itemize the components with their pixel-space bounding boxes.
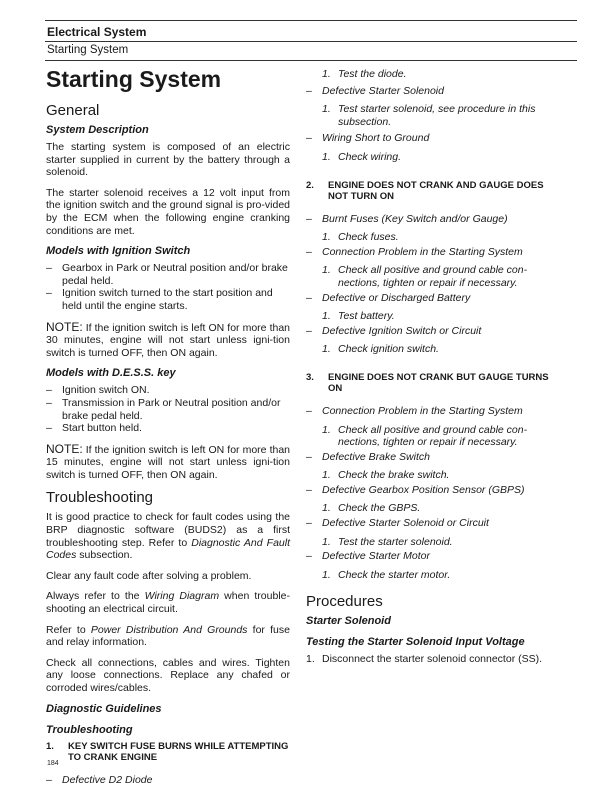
- case-number: 3.: [306, 371, 314, 383]
- note-text: If the ignition switch is left ON for more than 15 minutes, engine will not start unless igni-tion switch is turned OFF, then ON again.: [46, 443, 290, 481]
- starter-solenoid-heading: Starter Solenoid: [306, 615, 391, 628]
- testing-input-voltage-heading: Testing the Starter Solenoid Input Voltage: [306, 636, 525, 649]
- troubleshooting-paragraph-2: Clear any fault code after solving a problem.: [46, 569, 252, 582]
- check-step: [306, 569, 550, 582]
- note-text: If the ignition switch is left ON for more than 30 minutes, engine will not start unless igni-tion switch is turned OFF, then ON again.: [46, 321, 290, 359]
- procedures-heading: Procedures: [306, 593, 383, 611]
- check-step: [306, 343, 550, 356]
- cause-item: – Defective D2 Diode: [46, 774, 290, 787]
- note-label: NOTE:: [46, 441, 83, 456]
- step-text: Check ignition switch.: [338, 343, 439, 356]
- troubleshooting-subheading: Troubleshooting: [46, 723, 133, 736]
- case-number: 2.: [306, 179, 314, 191]
- text-run: It is good practice to check for fault codes using the BRP diagnostic software (BUDS2) as a first troubleshooting step. Refer to: [46, 511, 290, 549]
- step-number: 1.: [322, 502, 331, 515]
- system-description-paragraph-1: The starting system is composed of an electric starter supplied in current by the battery through a solenoid.: [46, 141, 290, 179]
- left-column: [46, 66, 290, 792]
- text-run: when trouble-shooting an electrical circuit.: [46, 590, 290, 616]
- header-section-title: Electrical System: [47, 25, 147, 39]
- list-item: – Ignition switch turned to the start position and held until the engine starts.: [46, 287, 290, 312]
- check-step: [306, 310, 550, 323]
- step-number: 1.: [322, 103, 331, 116]
- step-number: 1.: [322, 535, 331, 548]
- step-text: Check all positive and ground cable con-nections, tighten or repair if necessary.: [338, 264, 528, 289]
- step-text: Check the brake switch.: [338, 469, 450, 482]
- list-item: – Ignition switch ON.: [46, 384, 290, 397]
- step-text: Test starter solenoid, see procedure in this subsection.: [338, 103, 536, 128]
- text-run: Always refer to the: [46, 590, 145, 603]
- step-text: Check the GBPS.: [338, 502, 421, 515]
- note-ignition-switch: [46, 321, 290, 360]
- troubleshooting-heading: Troubleshooting: [46, 489, 154, 507]
- diagnostic-guidelines-heading: Diagnostic Guidelines: [46, 702, 162, 715]
- text-run: Refer to: [46, 623, 91, 636]
- case-title: KEY SWITCH FUSE BURNS WHILE ATTEMPTING TO CRANK ENGINE: [68, 740, 289, 764]
- procedure-step: [306, 653, 550, 666]
- cause-item: – Defective Gearbox Position Sensor (GBPS): [306, 484, 550, 497]
- cause-item: – Defective Starter Solenoid: [306, 85, 550, 98]
- step-number: 1.: [322, 343, 331, 356]
- troubleshooting-paragraph-1: [46, 511, 290, 561]
- list-item: – Gearbox in Park or Neutral position and/or brake pedal held.: [46, 262, 290, 287]
- cause-item: – Defective Starter Solenoid or Circuit: [306, 517, 550, 530]
- dess-key-heading: Models with D.E.S.S. key: [46, 367, 176, 380]
- step-number: 1.: [322, 231, 331, 244]
- check-step: [306, 536, 550, 549]
- general-heading: General: [46, 102, 100, 119]
- step-number: 1.: [322, 568, 331, 581]
- step-number: 1.: [322, 423, 331, 436]
- step-number: 1.: [322, 310, 331, 323]
- case-3-heading: [306, 372, 550, 395]
- cause-item: – Defective Brake Switch: [306, 451, 550, 464]
- page-number: 184: [47, 760, 59, 767]
- step-number: 1.: [322, 68, 331, 80]
- check-step: [306, 68, 550, 81]
- power-distribution-link[interactable]: Power Distribution And Grounds: [90, 623, 248, 636]
- diagnostic-fault-codes-link[interactable]: Diagnostic And Fault Codes: [46, 536, 291, 562]
- step-text: Check wiring.: [338, 150, 402, 163]
- check-step: [306, 502, 550, 515]
- cause-item: – Wiring Short to Ground: [306, 132, 550, 145]
- case-2-heading: [306, 180, 550, 203]
- step-number: 1.: [322, 469, 331, 482]
- system-description-heading: System Description: [46, 124, 149, 136]
- list-item: – Transmission in Park or Neutral position and/or brake pedal held.: [46, 397, 290, 422]
- troubleshooting-paragraph-4: [46, 624, 290, 649]
- step-text: Test the starter solenoid.: [338, 535, 453, 548]
- ignition-switch-conditions: [46, 262, 290, 312]
- header-rule-middle: [45, 41, 577, 42]
- step-number: 1.: [322, 150, 331, 163]
- note-dess-key: [46, 443, 290, 482]
- step-text: Check the starter motor.: [338, 568, 451, 581]
- step-text: Test battery.: [338, 310, 395, 323]
- cause-item: – Burnt Fuses (Key Switch and/or Gauge): [306, 213, 550, 226]
- note-label: NOTE:: [46, 319, 83, 334]
- page-title: Starting System: [46, 66, 222, 92]
- cause-item: – Connection Problem in the Starting System: [306, 405, 550, 418]
- dess-key-conditions: [46, 384, 290, 434]
- cause-item: – Defective Ignition Switch or Circuit: [306, 325, 550, 338]
- troubleshooting-paragraph-3: [46, 590, 290, 615]
- header-subsection-title: Starting System: [47, 44, 129, 56]
- case-title: ENGINE DOES NOT CRANK AND GAUGE DOES NOT TURN ON: [328, 179, 544, 203]
- cause-item: – Defective or Discharged Battery: [306, 292, 550, 305]
- check-step: [306, 424, 550, 449]
- cause-item: – Defective Starter Motor: [306, 550, 550, 563]
- step-number: 1.: [322, 264, 331, 277]
- case-number: 1.: [46, 740, 54, 752]
- step-text: Check all positive and ground cable con-nections, tighten or repair if necessary.: [338, 423, 528, 449]
- cause-item: – Connection Problem in the Starting System: [306, 246, 550, 259]
- header-rule-top: [45, 20, 577, 21]
- step-text: Disconnect the starter solenoid connector (SS).: [322, 653, 543, 666]
- text-run: subsection.: [76, 549, 133, 562]
- check-step: [306, 264, 550, 289]
- troubleshooting-paragraph-5: Check all connections, cables and wires. Tighten any loose connections. Replace any chafed or corroded wires/cables.: [46, 656, 290, 694]
- header-rule-bottom: [45, 60, 577, 61]
- check-step: [306, 151, 550, 164]
- list-item: – Start button held.: [46, 422, 290, 435]
- step-text: Check fuses.: [338, 231, 399, 244]
- text-run: for fuse and relay information.: [46, 623, 290, 649]
- check-step: [306, 231, 550, 244]
- check-step: [306, 103, 550, 128]
- case-title: ENGINE DOES NOT CRANK BUT GAUGE TURNS ON: [328, 371, 549, 395]
- step-text: Test the diode.: [338, 68, 407, 80]
- system-description-paragraph-2: The starter solenoid receives a 12 volt input from the ignition switch and the ground signal is pro-vided by the ECM when the following engine cranking conditions are met.: [46, 186, 290, 237]
- ignition-switch-heading: Models with Ignition Switch: [46, 245, 191, 258]
- right-column: [306, 68, 550, 666]
- step-number: 1.: [306, 653, 315, 666]
- wiring-diagram-link[interactable]: Wiring Diagram: [144, 590, 220, 603]
- case-1-heading: [46, 741, 290, 764]
- check-step: [306, 469, 550, 482]
